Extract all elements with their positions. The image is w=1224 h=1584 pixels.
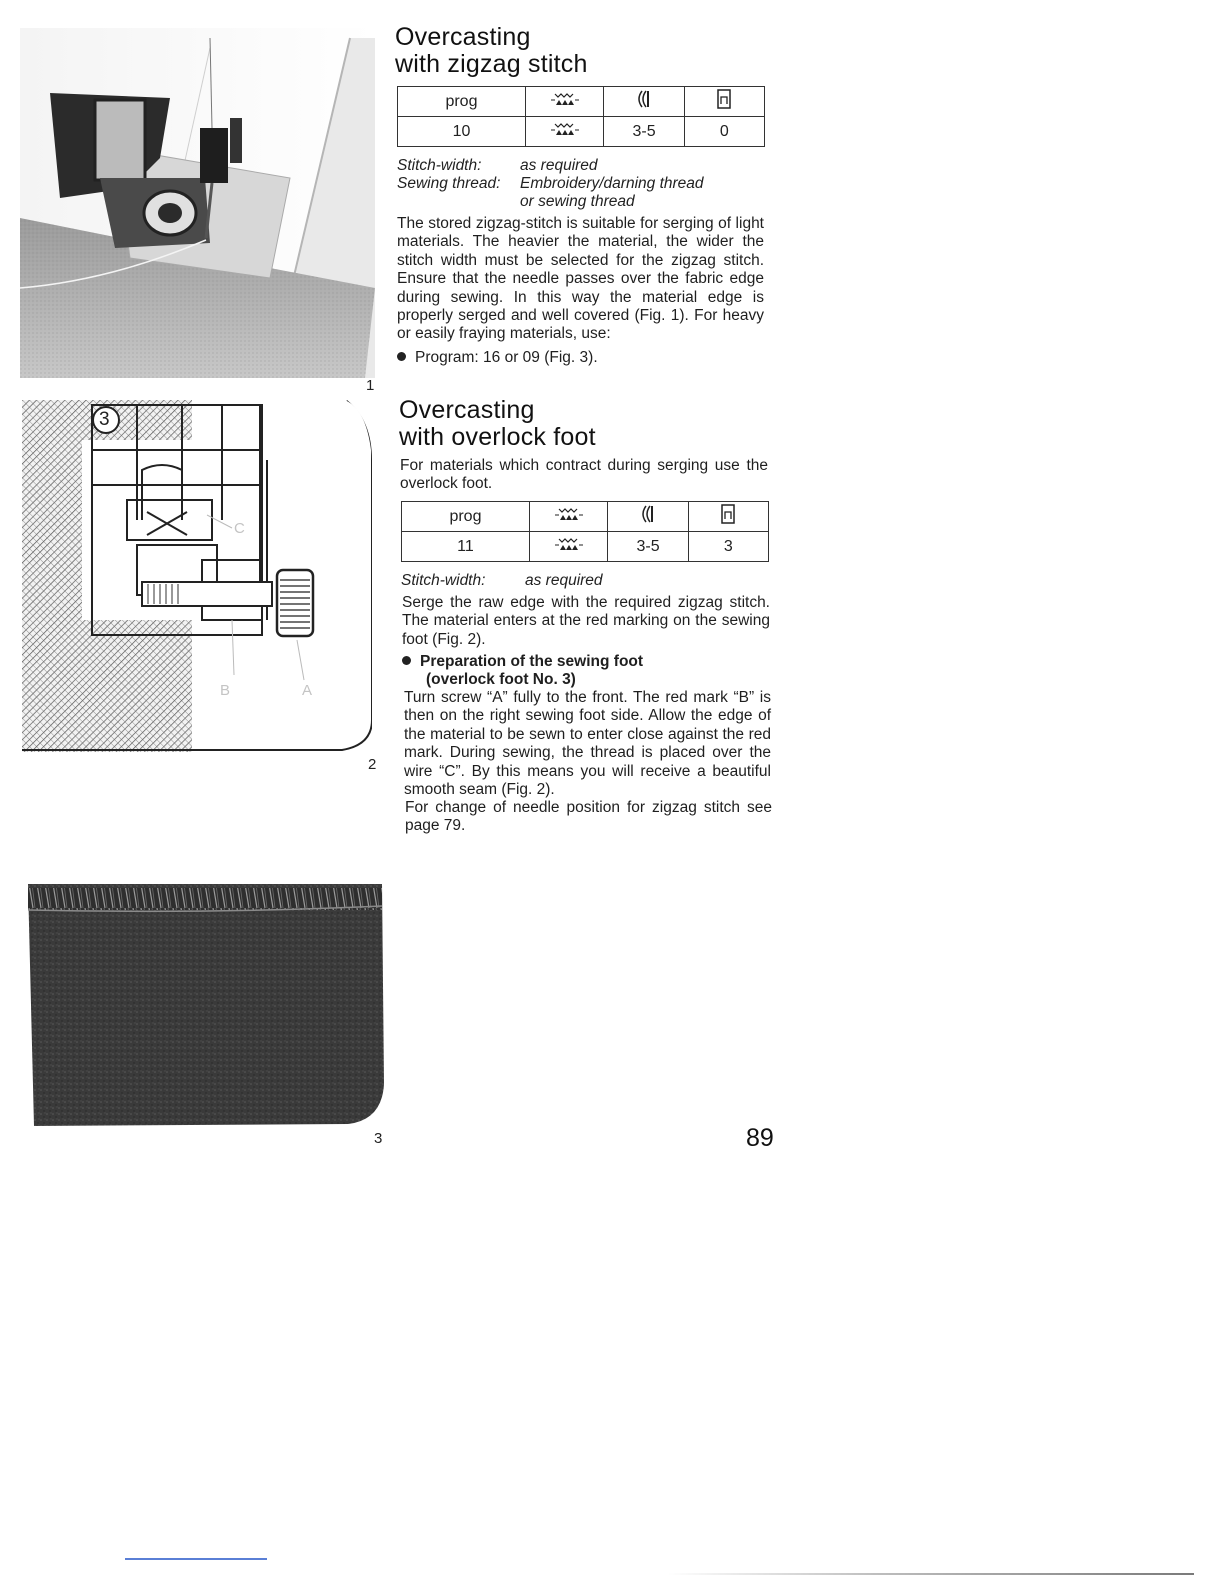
section2-stitch-width [401,572,603,590]
prep-title-line1: Preparation of the sewing foot [420,653,644,670]
mark-c-label: C [234,520,245,537]
section2-title [399,397,596,451]
scan-line-left [125,1558,267,1560]
stitch-width-value: 3-5 [604,117,684,147]
section1-settings-table [397,86,765,147]
prog-header: prog [402,502,530,532]
bullet-icon [397,352,406,361]
figure-2-drawing [22,400,377,755]
prog-header: prog [398,87,526,117]
figure-3-number: 3 [374,1130,383,1147]
stitch-length-value: 3 [688,532,768,562]
stitch-width-label: Stitch-width: [401,572,486,589]
section2-body3: For change of needle position for zigzag stitch see page 79. [405,799,772,835]
section1-bullet [397,349,598,367]
section1-title-line1: Overcasting [395,23,531,51]
bullet-icon [402,656,411,665]
mark-a-label: A [302,682,313,699]
stitch-length-value: 0 [684,117,764,147]
section1-title [395,24,588,78]
stitch-width-value: 3-5 [608,532,688,562]
section2-title-line2: with overlock foot [399,423,596,451]
figure-1-photo [20,28,375,378]
section2-settings-table [401,501,769,562]
section1-body: The stored zigzag-stitch is suitable for serging of light materials. The heavier the material, the wider the stitch width must be selected for the zigzag stitch. Ensure that the needle passes over the fabric edge during sewing. In this way the material edge is properly serged and well covered (Fig. 1). For heavy or easily fraying materials, use: [397,215,764,343]
table-value-row [402,532,769,562]
stitch-width-text: as required [520,157,598,174]
section2-body1: Serge the raw edge with the required zigzag stitch. The material enters at the red marking on the sewing foot (Fig. 2). [402,594,770,648]
prog-value: 10 [398,117,526,147]
presser-foot-photo [20,28,375,378]
sewing-thread-text1: Embroidery/darning thread [520,175,704,192]
zigzag-stitch-icon [529,502,607,532]
section2-prep-heading [402,653,643,690]
mark-b-label: B [220,682,231,699]
prep-title-line2: (overlock foot No. 3) [426,671,576,689]
section2-body2: Turn screw “A” fully to the front. The red mark “B” is then on the right sewing foot side. Allow the edge of the material to be sewn to enter close against the red mark. During sewing, the thread is placed over the wire “C”. By this means you will receive a beautiful smooth seam (Fig. 2). [404,689,771,799]
section2-intro: For materials which contract during serging use the overlock foot. [400,457,768,493]
section1-sewing-thread [397,175,704,211]
section2-title-line1: Overcasting [399,396,535,424]
serged-fabric-photo [28,884,384,1128]
sewing-thread-label: Sewing thread: [397,175,501,192]
sewing-thread-text2: or sewing thread [520,193,635,210]
stitch-length-icon [688,502,768,532]
stitch-width-text: as required [525,572,603,589]
zigzag-stitch-icon [525,87,603,117]
table-value-row [398,117,765,147]
page-number: 89 [746,1124,774,1152]
stitch-width-icon [608,502,688,532]
figure-1-number: 1 [366,377,375,394]
stitch-width-label: Stitch-width: [397,157,482,174]
section1-stitch-width [397,157,598,175]
figure-3-photo [28,884,384,1128]
section1-title-line2: with zigzag stitch [395,50,588,78]
stitch-width-icon [604,87,684,117]
stitch-length-icon [684,87,764,117]
figure-2-number: 2 [368,756,377,773]
overlock-foot-drawing [22,400,377,755]
foot-number-label: 3 [99,409,110,430]
zigzag-stitch-icon [529,532,607,562]
section1-bullet-text: Program: 16 or 09 (Fig. 3). [415,349,598,366]
zigzag-stitch-icon [525,117,603,147]
scan-line-right [668,1573,1194,1575]
prog-value: 11 [402,532,530,562]
table-header-row [402,502,769,532]
table-header-row [398,87,765,117]
